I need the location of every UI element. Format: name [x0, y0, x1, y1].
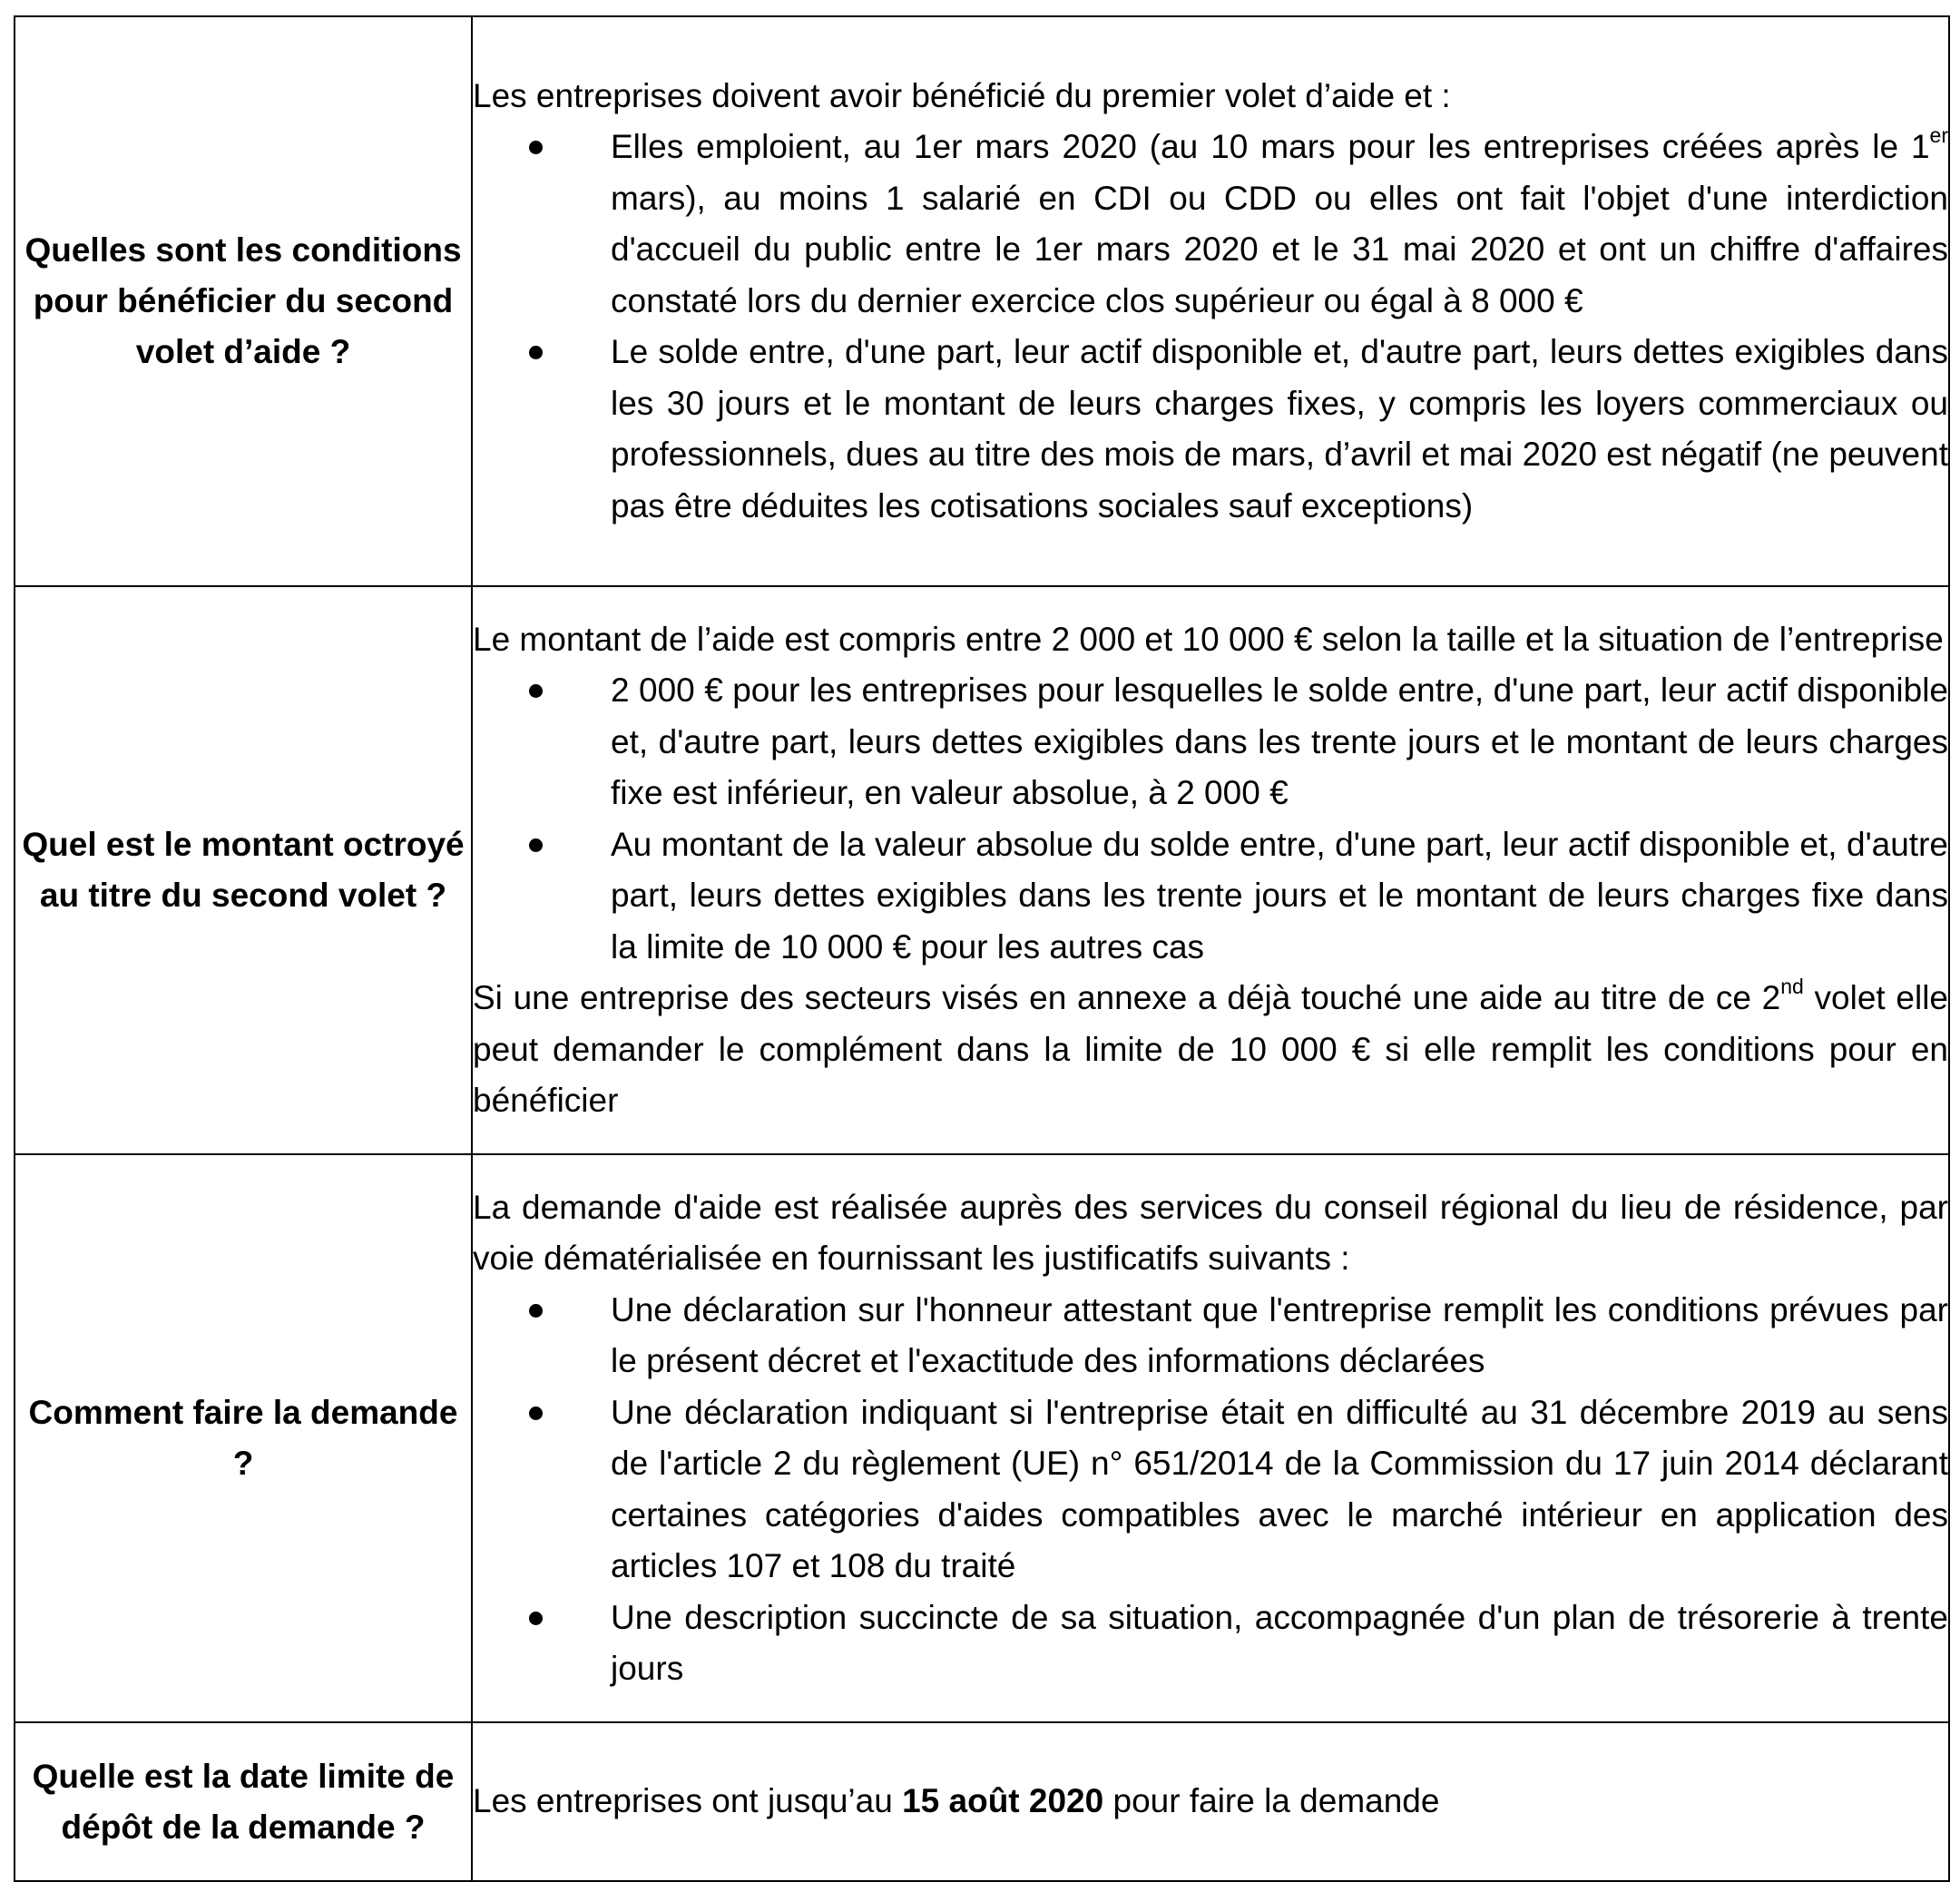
question-demande: Comment faire la demande ?	[28, 1394, 458, 1482]
faq-table	[14, 15, 1950, 1882]
question-cell	[15, 16, 472, 586]
list-item: Le solde entre, d'une part, leur actif disponible et, d'autre part, leurs dettes exigibles dans les 30 jours et le montant de leurs charges fixes, y compris les loyers commerciaux ou professionnels, dues au titre des mois de mars, d’avril et mai 2020 est négatif (ne peuvent pas être déduites les cotisations sociales sauf exceptions)	[611, 327, 1948, 532]
answer-cell	[472, 1154, 1949, 1722]
list-item: Une déclaration sur l'honneur attestant que l'entreprise remplit les conditions prévues par le présent décret et l'exactitude des informations déclarées	[611, 1285, 1948, 1387]
question-cell	[15, 586, 472, 1154]
answer-cell	[472, 16, 1949, 586]
list-item: Au montant de la valeur absolue du solde entre, d'une part, leur actif disponible et, d'autre part, leurs dettes exigibles dans les trente jours et le montant de leurs charges fixe dans la limite de 10 000 € pour les autres cas	[611, 819, 1948, 974]
answer-intro: Le montant de l’aide est compris entre 2 000 et 10 000 € selon la taille et la situation de l’entreprise	[473, 620, 1944, 658]
deadline-date: 15 août 2020	[902, 1782, 1104, 1820]
list-item: 2 000 € pour les entreprises pour lesquelles le solde entre, d'une part, leur actif disponible et, d'autre part, leurs dettes exigibles dans les trente jours et le montant de leurs charges fixe est inférieur, en valeur absolue, à 2 000 €	[611, 665, 1948, 819]
answer-text: Les entreprises ont jusqu’au	[473, 1782, 903, 1820]
bullet-list	[473, 122, 1948, 532]
list-item: Une déclaration indiquant si l'entreprise était en difficulté au 31 décembre 2019 au sens de l'article 2 du règlement (UE) n° 651/2014 de la Commission du 17 juin 2014 déclarant certaines catégories d'aides compatibles avec le marché intérieur en application des articles 107 et 108 du traité	[611, 1387, 1948, 1593]
answer-outro: Si une entreprise des secteurs visés en annexe a déjà touché une aide au titre de ce 2nd volet elle peut demander le complément dans la limite de 10 000 € si elle remplit les conditions pour en bénéficier	[473, 974, 1949, 1119]
table-row	[15, 1154, 1949, 1722]
question-cell	[15, 1154, 472, 1722]
answer-intro: Les entreprises doivent avoir bénéficié du premier volet d’aide et :	[473, 76, 1451, 114]
question-date-limite: Quelle est la date limite de dépôt de la demande ?	[32, 1757, 455, 1846]
table-row	[15, 1722, 1949, 1881]
question-montant: Quel est le montant octroyé au titre du second volet ?	[22, 826, 465, 914]
list-item: Une description succincte de sa situation, accompagnée d'un plan de trésorerie à trente jours	[611, 1593, 1948, 1695]
table-row	[15, 586, 1949, 1154]
bullet-list	[473, 665, 1948, 973]
bullet-list	[473, 1285, 1948, 1695]
question-cell	[15, 1722, 472, 1881]
answer-intro: La demande d'aide est réalisée auprès des services du conseil régional du lieu de résidence, par voie dématérialisée en fournissant les justificatifs suivants :	[473, 1188, 1948, 1277]
answer-cell: Les entreprises ont jusqu’au 15 août 2020 pour faire la demande	[472, 1722, 1949, 1881]
table-row	[15, 16, 1949, 586]
question-conditions: Quelles sont les conditions pour bénéficier du second volet d’aide ?	[24, 231, 462, 370]
answer-cell	[472, 586, 1949, 1154]
list-item: Elles emploient, au 1er mars 2020 (au 10 mars pour les entreprises créées après le 1er mars), au moins 1 salarié en CDI ou CDD ou elles ont fait l'objet d'une interdiction d'accueil du public entre le 1er mars 2020 et le 31 mai 2020 et ont un chiffre d'affaires constaté lors du dernier exercice clos supérieur ou égal à 8 000 €	[611, 122, 1948, 327]
